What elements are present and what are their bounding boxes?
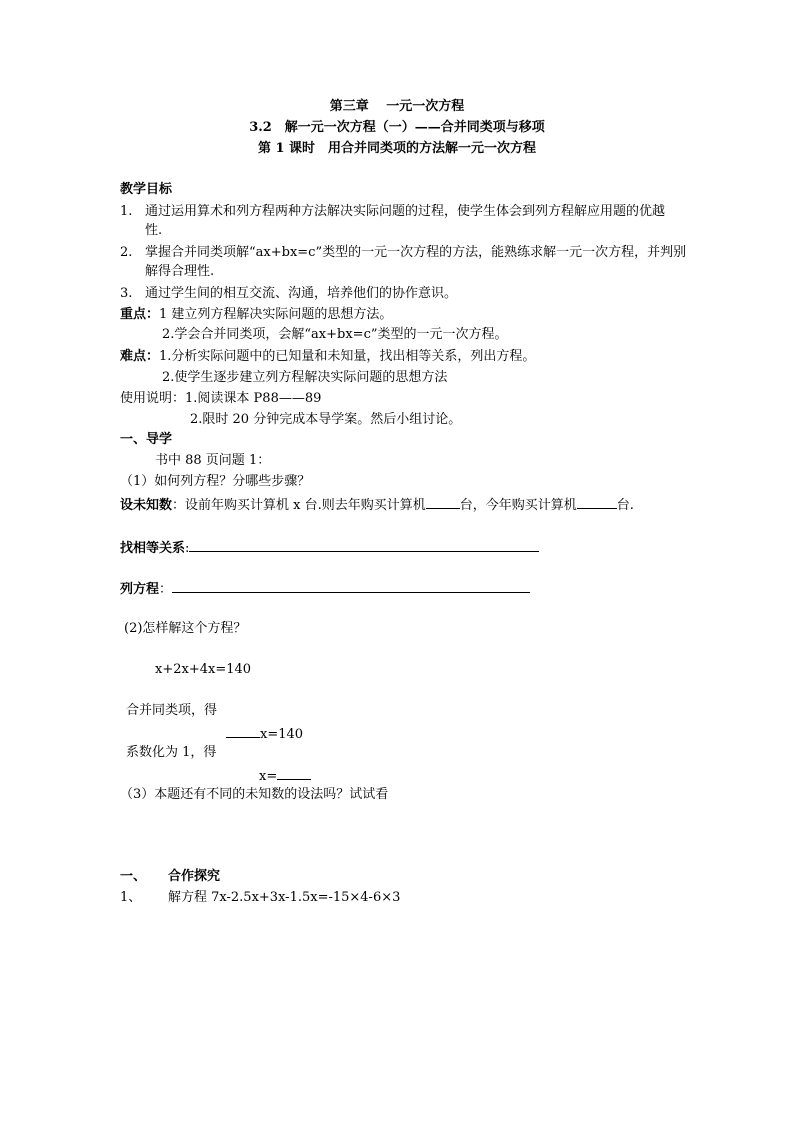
- section-title: 3.2 解一元一次方程（一）——合并同类项与移项: [249, 120, 545, 135]
- usage-text-1: 1.阅读课本 P88——89: [185, 391, 322, 406]
- guide-title: 一、导学: [120, 432, 173, 447]
- difficulties-line2: 2.使学生逐步建立列方程解决实际问题的思想方法: [162, 370, 448, 385]
- unknown-text-a: ：设前年购买计算机 x 台.则去年购买计算机: [172, 498, 426, 513]
- unknown-line: [120, 494, 634, 515]
- equation-line: [120, 578, 530, 599]
- difficulties-label: 难点：: [120, 349, 160, 364]
- guide-question-1: （1）如何列方程？分哪些步骤？: [120, 474, 311, 489]
- relation-line: [120, 537, 539, 558]
- objective-2-line2: 解得合理性.: [145, 264, 215, 279]
- combined-equation: [226, 723, 303, 744]
- solution-text: x=: [259, 769, 278, 784]
- equation-blank[interactable]: [172, 578, 530, 593]
- chapter-title: 第三章 一元一次方程: [329, 99, 465, 114]
- guide-intro: 书中 88 页问题 1：: [155, 453, 271, 468]
- key-points-label: 重点：: [120, 307, 160, 322]
- key-points-line2: 2.学会合并同类项，会解“ax+bx=c”类型的一元一次方程。: [162, 327, 508, 342]
- unknown-text-c: 台.: [616, 498, 634, 513]
- objective-2-line1: 掌握合并同类项解“ax+bx=c”类型的一元一次方程的方法，能熟练求解一元一次方程，并判别: [145, 245, 687, 260]
- objective-1-line1: 通过运用算术和列方程两种方法解决实际问题的过程，使学生体会到列方程解应用题的优越: [145, 204, 666, 219]
- cooperation-num: 一、: [120, 869, 147, 884]
- equation-label: 列方程: [120, 582, 160, 597]
- objective-3-num: 3.: [120, 286, 133, 301]
- objective-1-line2: 性.: [145, 223, 163, 238]
- solution-blank[interactable]: [277, 765, 311, 780]
- objectives-title: 教学目标: [120, 182, 173, 197]
- cooperation-item-text: 解方程 7x-2.5x+3x-1.5x=-15×4-6×3: [168, 890, 401, 905]
- last-year-blank[interactable]: [426, 494, 460, 509]
- this-year-blank[interactable]: [577, 494, 617, 509]
- guide-question-2: (2)怎样解这个方程？: [124, 621, 247, 636]
- cooperation-title: 合作探究: [168, 869, 221, 884]
- key-points-line1: [120, 306, 392, 324]
- difficulties-text-1: 1.分析实际问题中的已知量和未知量，找出相等关系，列出方程。: [159, 349, 536, 364]
- coefficient-blank[interactable]: [226, 723, 260, 738]
- cooperation-item-num: 1、: [120, 890, 142, 905]
- usage-label: 使用说明：: [120, 391, 186, 406]
- guide-question-3: （3）本题还有不同的未知数的设法吗？试试看: [120, 787, 389, 802]
- key-points-text-1: 1 建立列方程解决实际问题的思想方法。: [159, 307, 393, 322]
- usage-line1: [120, 390, 321, 408]
- coefficient-text: 系数化为 1，得: [126, 745, 217, 760]
- equation-colon: ：: [159, 582, 173, 597]
- unknown-text-b: 台，今年购买计算机: [459, 498, 577, 513]
- combined-equation-text: x=140: [260, 727, 304, 742]
- relation-colon: :: [185, 541, 190, 556]
- lesson-title: 第 1 课时 用合并同类项的方法解一元一次方程: [257, 141, 537, 156]
- objective-2-num: 2.: [120, 245, 133, 260]
- solution-line: [259, 765, 311, 786]
- guide-equation: x+2x+4x=140: [155, 662, 252, 677]
- relation-blank[interactable]: [189, 537, 539, 552]
- unknown-label: 设未知数: [120, 498, 173, 513]
- combine-text: 合并同类项，得: [126, 703, 218, 718]
- relation-label: 找相等关系: [120, 541, 186, 556]
- difficulties-line1: [120, 348, 535, 366]
- objective-1-num: 1.: [120, 204, 133, 219]
- objective-3-line1: 通过学生间的相互交流、沟通，培养他们的协作意识。: [145, 286, 458, 301]
- usage-line2: 2.限时 20 分钟完成本导学案。然后小组讨论。: [190, 412, 462, 427]
